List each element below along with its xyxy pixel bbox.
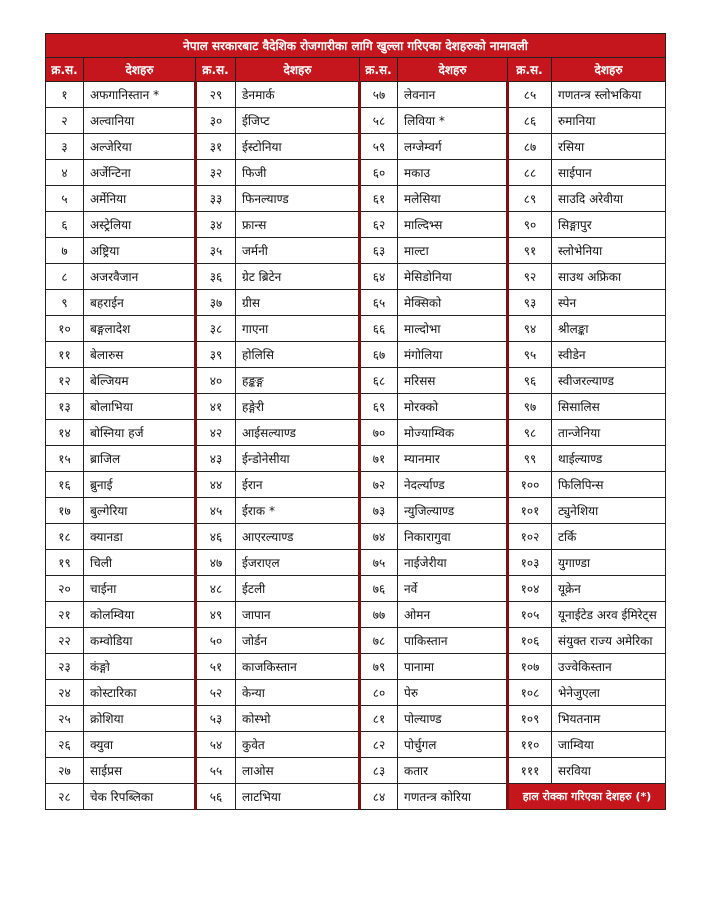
country-name: अष्ट्रिया [84,238,196,264]
table-row [46,108,666,134]
country-name: होलिसि [236,342,360,368]
country-name: बुल्गेरिया [84,498,196,524]
table-row [46,550,666,576]
country-name: अल्जेरिया [84,134,196,160]
country-name: ब्राजिल [84,446,196,472]
header-sn: क्र.स. [196,58,236,82]
table-row [46,368,666,394]
country-name: बोस्निया हर्ज [84,420,196,446]
country-name: पेरु [398,680,508,706]
serial-number: ६१ [360,186,398,212]
table-row [46,732,666,758]
serial-number: ६ [46,212,84,238]
serial-number: ९९ [508,446,552,472]
serial-number: ५८ [360,108,398,134]
serial-number: ८४ [360,784,398,810]
country-name: कोलम्विया [84,602,196,628]
serial-number: ९८ [508,420,552,446]
serial-number: ५ [46,186,84,212]
serial-number: ८८ [508,160,552,186]
header-sn: क्र.स. [508,58,552,82]
table-row [46,654,666,680]
serial-number: ३५ [196,238,236,264]
country-name: ईटली [236,576,360,602]
serial-number: ८२ [360,732,398,758]
country-name: कोस्भो [236,706,360,732]
country-name: लाओस [236,758,360,784]
country-name: डेनमार्क [236,82,360,108]
country-name: नेदर्ल्याण्ड [398,472,508,498]
country-name: बेलारुस [84,342,196,368]
serial-number: ८१ [360,706,398,732]
country-name: कम्वोडिया [84,628,196,654]
country-name: ईजराएल [236,550,360,576]
serial-number: ३६ [196,264,236,290]
table-title: नेपाल सरकारबाट वैदेशिक रोजगारीका लागि खुल्ला गरिएका देशहरुको नामावली [46,34,666,58]
serial-number: ४ [46,160,84,186]
table-row [46,264,666,290]
country-name: उज्वेकिस्तान [552,654,666,680]
country-name: बहराईन [84,290,196,316]
country-name: स्वीडेन [552,342,666,368]
table-row [46,134,666,160]
country-name: फिजी [236,160,360,186]
country-name: स्लोभेनिया [552,238,666,264]
serial-number: ९६ [508,368,552,394]
country-name: केन्या [236,680,360,706]
serial-number: ४६ [196,524,236,550]
serial-number: ९० [508,212,552,238]
serial-number: १३ [46,394,84,420]
country-list-table [45,33,666,810]
country-name: मेक्सिको [398,290,508,316]
country-name: रुमानिया [552,108,666,134]
table-row [46,524,666,550]
country-name: यूनाईटेड अरव ईमिरेट्स [552,602,666,628]
serial-number: ९ [46,290,84,316]
header-row [46,58,666,82]
country-name: मंगोलिया [398,342,508,368]
table-row [46,394,666,420]
serial-number: ११० [508,732,552,758]
serial-number: २७ [46,758,84,784]
serial-number: २० [46,576,84,602]
country-name: ईन्डोनेसीया [236,446,360,472]
country-name: सिङ्गापुर [552,212,666,238]
country-name: स्वीजरल्याण्ड [552,368,666,394]
serial-number: ८ [46,264,84,290]
serial-number: २६ [46,732,84,758]
country-name: लाटभिया [236,784,360,810]
serial-number: ४७ [196,550,236,576]
table-row [46,212,666,238]
serial-number: ४२ [196,420,236,446]
serial-number: २८ [46,784,84,810]
serial-number: ९२ [508,264,552,290]
serial-number: ७ [46,238,84,264]
serial-number: ६८ [360,368,398,394]
serial-number: ७२ [360,472,398,498]
country-name: कोस्टारिका [84,680,196,706]
country-name: चेक रिपब्लिका [84,784,196,810]
country-name: फ्रान्स [236,212,360,238]
serial-number: १६ [46,472,84,498]
country-name: माल्दोभा [398,316,508,342]
serial-number: ८३ [360,758,398,784]
serial-number: ६६ [360,316,398,342]
country-name: मेसिडोनिया [398,264,508,290]
header-sn: क्र.स. [46,58,84,82]
country-name: ईराक * [236,498,360,524]
country-name: कतार [398,758,508,784]
serial-number: ७९ [360,654,398,680]
country-name: टर्कि [552,524,666,550]
country-name: मोरक्को [398,394,508,420]
country-name: मरिसस [398,368,508,394]
serial-number: ५२ [196,680,236,706]
serial-number: ९४ [508,316,552,342]
serial-number: ३७ [196,290,236,316]
country-name: गणतन्त्र कोरिया [398,784,508,810]
serial-number: ३२ [196,160,236,186]
serial-number: ५१ [196,654,236,680]
serial-number: ५० [196,628,236,654]
serial-number: १११ [508,758,552,784]
table-row [46,706,666,732]
serial-number: १० [46,316,84,342]
serial-number: १०१ [508,498,552,524]
country-name: निकारागुवा [398,524,508,550]
serial-number: ६४ [360,264,398,290]
country-name: हङ्कङ्ग [236,368,360,394]
country-name: लेवनान [398,82,508,108]
serial-number: ४४ [196,472,236,498]
country-name: सरविया [552,758,666,784]
country-name: नाईजेरीया [398,550,508,576]
country-name: ईस्टोनिया [236,134,360,160]
serial-number: १७ [46,498,84,524]
country-name: यूक्रेन [552,576,666,602]
serial-number: १०० [508,472,552,498]
country-name: मकाउ [398,160,508,186]
country-name: न्युजिल्याण्ड [398,498,508,524]
serial-number: ३८ [196,316,236,342]
country-name: माल्टा [398,238,508,264]
country-name: नर्वे [398,576,508,602]
serial-number: ४९ [196,602,236,628]
serial-number: १५ [46,446,84,472]
serial-number: ७१ [360,446,398,472]
country-name: क्यानडा [84,524,196,550]
country-name: बोलाभिया [84,394,196,420]
header-country: देशहरु [398,58,508,82]
serial-number: ८६ [508,108,552,134]
country-name: ईजिप्ट [236,108,360,134]
serial-number: ७५ [360,550,398,576]
country-name: ट्युनेशिया [552,498,666,524]
serial-number: ७६ [360,576,398,602]
country-name: कंङ्गो [84,654,196,680]
serial-number: ५९ [360,134,398,160]
table-row [46,446,666,472]
serial-number: १०४ [508,576,552,602]
table-row [46,628,666,654]
country-name: मलेसिया [398,186,508,212]
serial-number: ४३ [196,446,236,472]
title-row [46,34,666,58]
serial-number: ८० [360,680,398,706]
serial-number: ३० [196,108,236,134]
serial-number: ८७ [508,134,552,160]
serial-number: १०३ [508,550,552,576]
serial-number: ५३ [196,706,236,732]
serial-number: ३ [46,134,84,160]
country-name: ओमन [398,602,508,628]
country-name: जापान [236,602,360,628]
serial-number: ९१ [508,238,552,264]
serial-number: ९३ [508,290,552,316]
country-name: चाईना [84,576,196,602]
serial-number: २१ [46,602,84,628]
suspended-note: हाल रोक्का गरिएका देशहरु (*) [508,784,666,810]
serial-number: १०५ [508,602,552,628]
serial-number: १८ [46,524,84,550]
serial-number: ४५ [196,498,236,524]
table-row [46,498,666,524]
country-name: मोज्याम्विक [398,420,508,446]
table-body [46,82,666,810]
country-name: जर्मनी [236,238,360,264]
country-name: फिनल्याण्ड [236,186,360,212]
country-name: हङ्गेरी [236,394,360,420]
serial-number: २९ [196,82,236,108]
country-name: भियतनाम [552,706,666,732]
country-name: ग्रेट ब्रिटेन [236,264,360,290]
serial-number: ६९ [360,394,398,420]
serial-number: ७३ [360,498,398,524]
serial-number: ४० [196,368,236,394]
country-name: युगाण्डा [552,550,666,576]
country-name: माल्दिभ्स [398,212,508,238]
country-name: सिसालिस [552,394,666,420]
country-name: फिलिपिन्स [552,472,666,498]
table-row [46,238,666,264]
serial-number: १२ [46,368,84,394]
country-name: बेल्जियम [84,368,196,394]
serial-number: १४ [46,420,84,446]
serial-number: १०६ [508,628,552,654]
serial-number: ५७ [360,82,398,108]
country-name: पोर्चुगल [398,732,508,758]
country-name: अजरवैजान [84,264,196,290]
country-name: श्रीलङ्का [552,316,666,342]
serial-number: ६० [360,160,398,186]
serial-number: ८५ [508,82,552,108]
serial-number: २५ [46,706,84,732]
serial-number: २३ [46,654,84,680]
country-name: अल्वानिया [84,108,196,134]
country-name: क्युवा [84,732,196,758]
serial-number: २२ [46,628,84,654]
serial-number: ४८ [196,576,236,602]
serial-number: ५६ [196,784,236,810]
header-country: देशहरु [236,58,360,82]
country-name: लिविया * [398,108,508,134]
country-name: आएरल्याण्ड [236,524,360,550]
serial-number: ६३ [360,238,398,264]
serial-number: १०७ [508,654,552,680]
country-name: रसिया [552,134,666,160]
serial-number: ६२ [360,212,398,238]
table-row [46,784,666,810]
country-name: साईप्रस [84,758,196,784]
header-country: देशहरु [552,58,666,82]
country-name: गाएना [236,316,360,342]
serial-number: ५५ [196,758,236,784]
country-name: ईरान [236,472,360,498]
serial-number: ७० [360,420,398,446]
header-sn: क्र.स. [360,58,398,82]
country-name: कुवेत [236,732,360,758]
table-row [46,472,666,498]
serial-number: ३१ [196,134,236,160]
table-row [46,758,666,784]
country-name: चिली [84,550,196,576]
serial-number: ६५ [360,290,398,316]
table-row [46,420,666,446]
serial-number: १०८ [508,680,552,706]
serial-number: १०९ [508,706,552,732]
table-row [46,82,666,108]
country-name: म्यानमार [398,446,508,472]
country-name: अफगानिस्तान * [84,82,196,108]
country-name: लग्जेम्वर्ग [398,134,508,160]
country-name: तान्जेनिया [552,420,666,446]
serial-number: ७४ [360,524,398,550]
serial-number: ७७ [360,602,398,628]
country-name: जाम्विया [552,732,666,758]
table-row [46,160,666,186]
country-name: स्पेन [552,290,666,316]
table-row [46,316,666,342]
country-name: गणतन्त्र स्लोभकिया [552,82,666,108]
serial-number: ११ [46,342,84,368]
serial-number: १९ [46,550,84,576]
country-name: अस्ट्रेलिया [84,212,196,238]
serial-number: ९५ [508,342,552,368]
table-row [46,576,666,602]
header-country: देशहरु [84,58,196,82]
serial-number: ६७ [360,342,398,368]
country-name: बङ्गलादेश [84,316,196,342]
table-row [46,290,666,316]
serial-number: ५४ [196,732,236,758]
country-name: अर्मेनिया [84,186,196,212]
table-row [46,342,666,368]
country-name: साउथ अफ्रिका [552,264,666,290]
country-name: थाईल्याण्ड [552,446,666,472]
serial-number: ४१ [196,394,236,420]
country-name: भेनेजुएला [552,680,666,706]
serial-number: १०२ [508,524,552,550]
country-name: संयुक्त राज्य अमेरिका [552,628,666,654]
country-name: क्रोशिया [84,706,196,732]
country-name: अर्जेन्टिना [84,160,196,186]
country-name: काजकिस्तान [236,654,360,680]
table-row [46,602,666,628]
country-name: ब्रुनाई [84,472,196,498]
table-row [46,680,666,706]
country-name: पानामा [398,654,508,680]
serial-number: ९७ [508,394,552,420]
country-name: पोल्याण्ड [398,706,508,732]
serial-number: २४ [46,680,84,706]
country-name: आईसल्याण्ड [236,420,360,446]
serial-number: २ [46,108,84,134]
country-name: जोर्डन [236,628,360,654]
serial-number: १ [46,82,84,108]
serial-number: ७८ [360,628,398,654]
serial-number: ३४ [196,212,236,238]
serial-number: ८९ [508,186,552,212]
serial-number: ३९ [196,342,236,368]
country-name: साउदि अरेवीया [552,186,666,212]
country-name: साईपान [552,160,666,186]
serial-number: ३३ [196,186,236,212]
country-name: पाकिस्तान [398,628,508,654]
country-name: ग्रीस [236,290,360,316]
table-row [46,186,666,212]
